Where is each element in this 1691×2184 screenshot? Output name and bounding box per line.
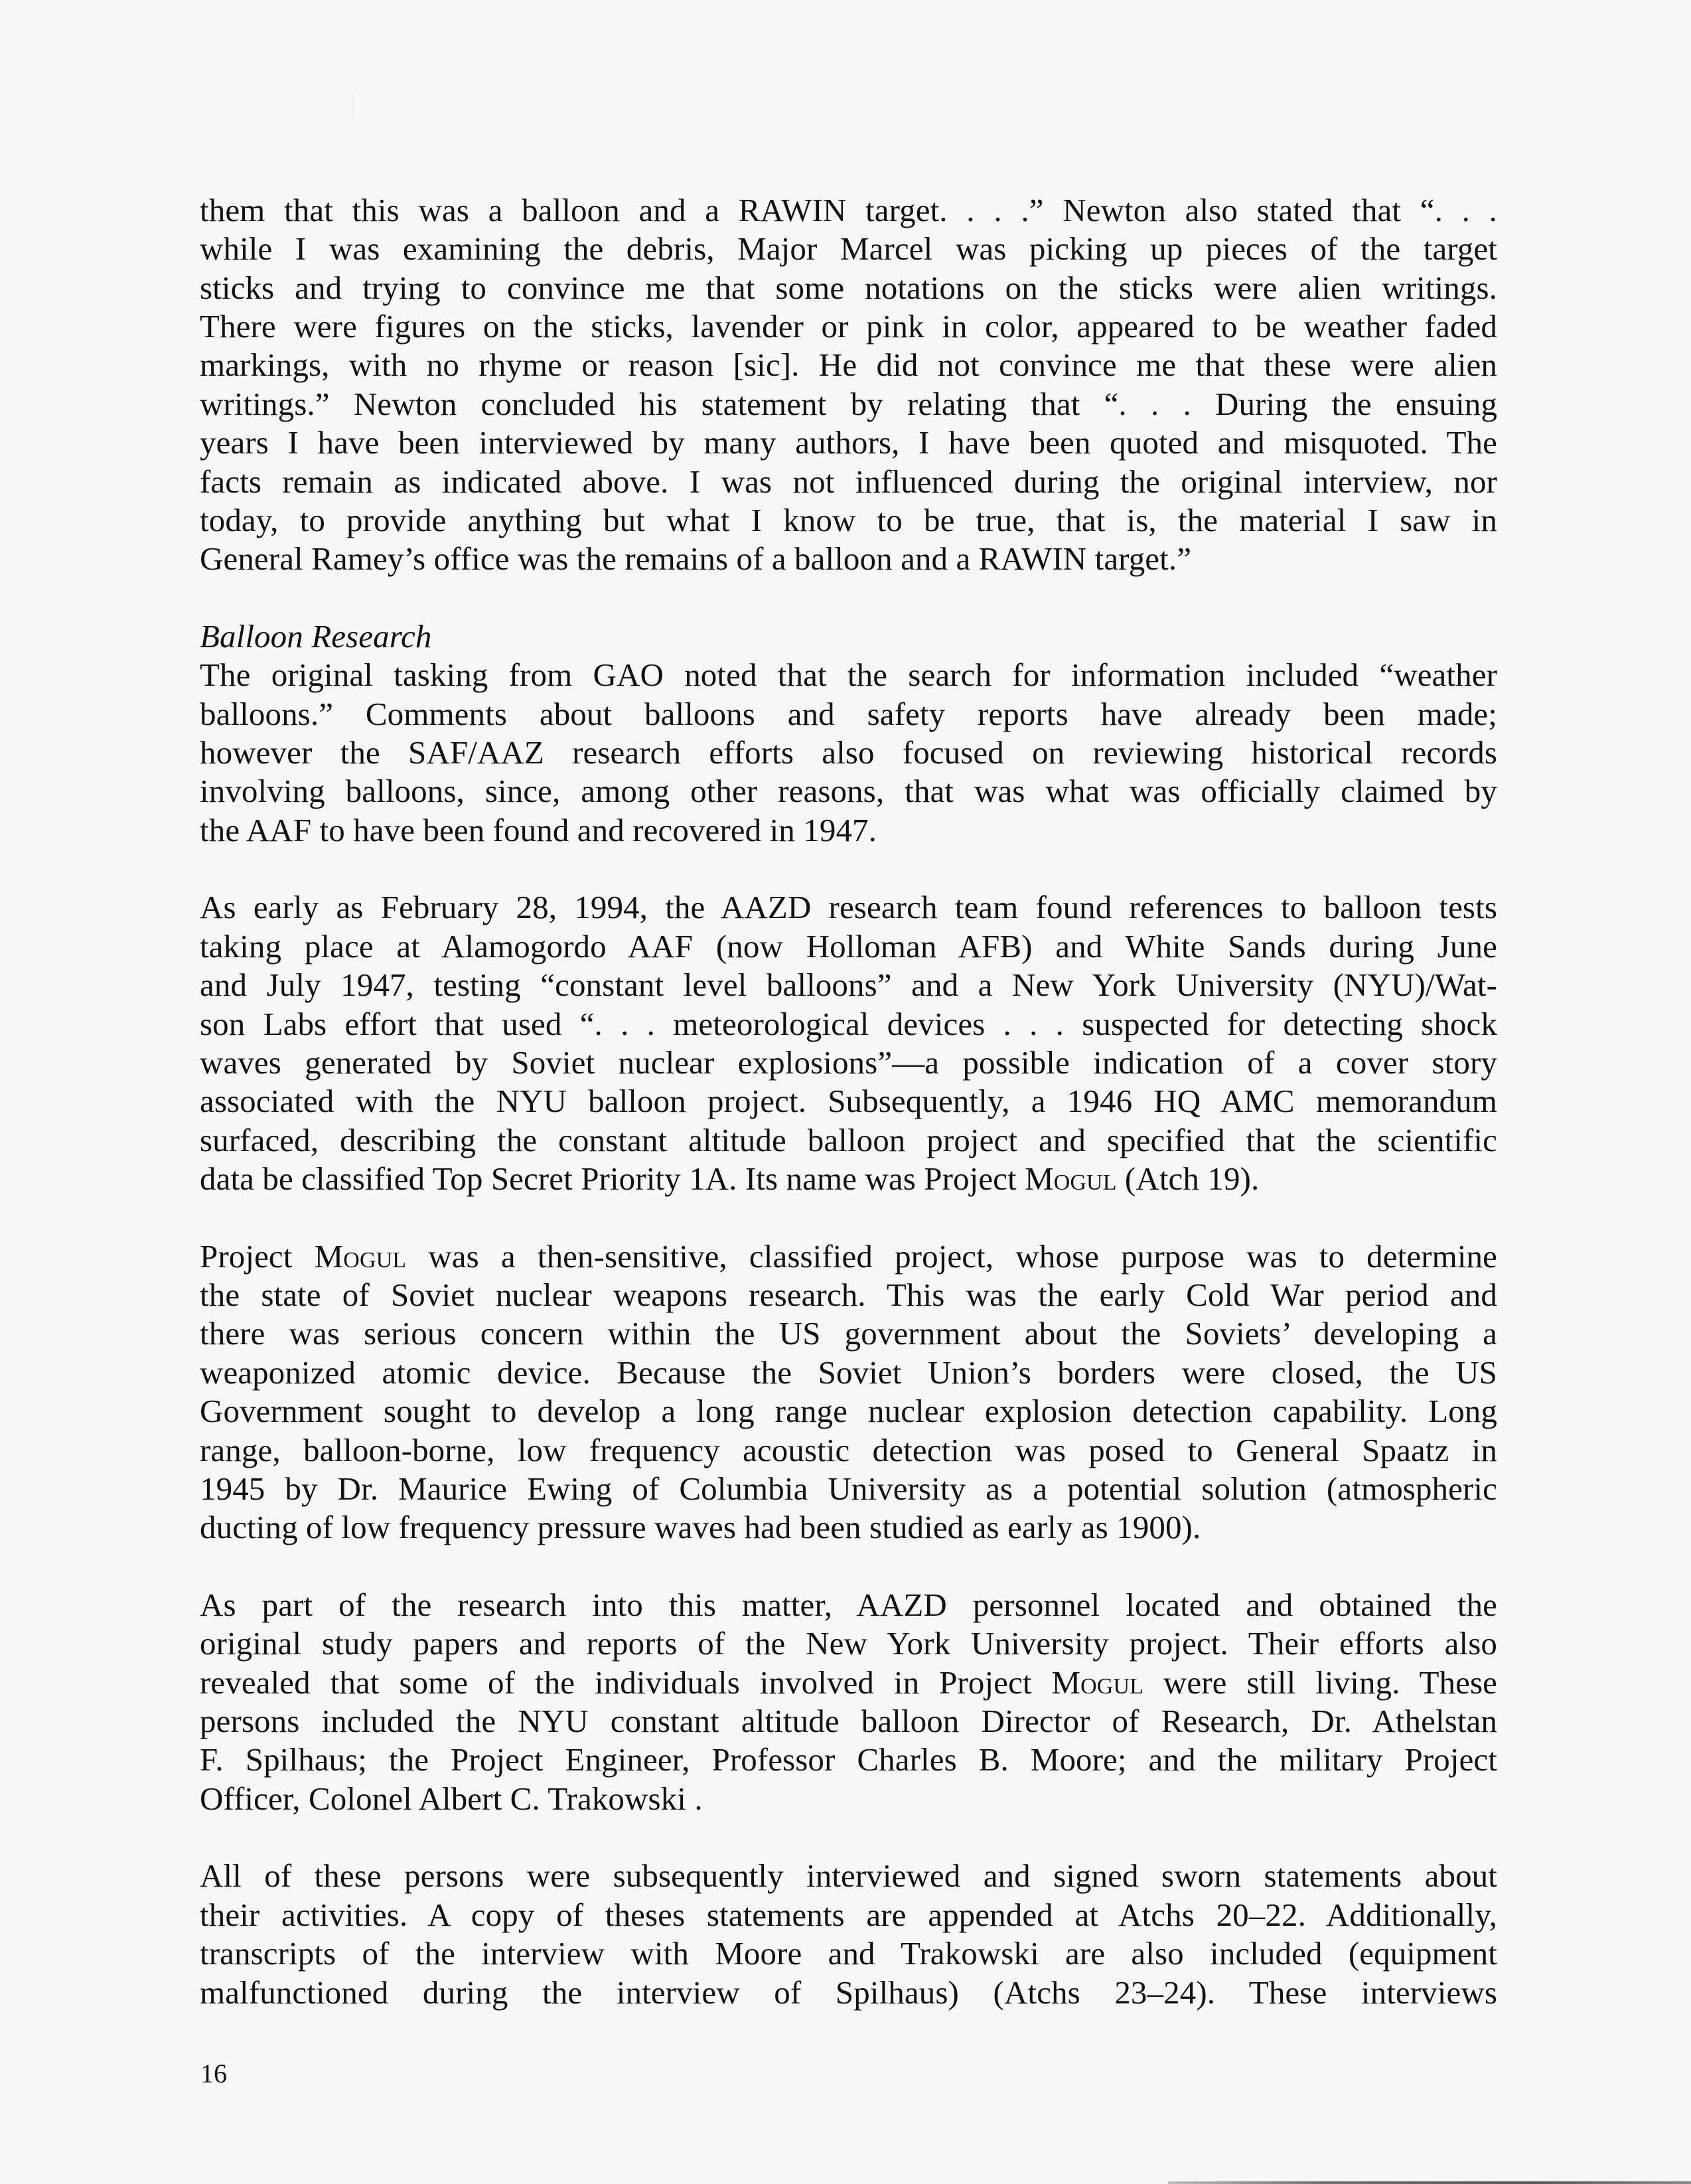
text-line: them that this was a balloon and a RAWIN target. . . .” Newton also stated that “. . . (200, 192, 1497, 228)
text-line: markings, with no rhyme or reason [sic]. He did not convince me that these were alien (200, 347, 1497, 384)
text-line: weaponized atomic device. Because the Soviet Union’s borders were closed, the US (200, 1354, 1497, 1391)
text-line: balloons.” Comments about balloons and safety reports have already been made; (200, 695, 1497, 732)
paragraph-gap (200, 850, 1497, 888)
paragraph-early-references (200, 888, 1497, 1198)
text-line: waves generated by Soviet nuclear explosions”—a possible indication of a cover story (200, 1044, 1497, 1081)
text-line: the AAF to have been found and recovered in 1947. (200, 811, 877, 848)
paragraph-gap (200, 1547, 1497, 1586)
text-line: F. Spilhaus; the Project Engineer, Professor Charles B. Moore; and the military Project (200, 1741, 1497, 1778)
text-line: As early as February 28, 1994, the AAZD research team found references to balloon tests (200, 889, 1497, 926)
text-line: and July 1947, testing “constant level balloons” and a New York University (NYU)/Wat- (200, 967, 1497, 1004)
text-line: today, to provide anything but what I know to be true, that is, the material I saw in (200, 501, 1497, 538)
text-line: General Ramey’s office was the remains of a balloon and a RAWIN target.” (200, 540, 1192, 578)
page-number: 16 (200, 2059, 227, 2088)
paragraph-gap (200, 1198, 1497, 1237)
text-line: malfunctioned during the interview of Spilhaus) (Atchs 23–24). These interviews (200, 1974, 1497, 2011)
text-line: As part of the research into this matter, AAZD personnel located and obtained the (200, 1586, 1497, 1623)
body-text (200, 191, 1497, 2012)
text-line: son Labs effort that used “. . . meteorological devices . . . suspected for detecting shock (200, 1005, 1497, 1042)
text-line: involving balloons, since, among other reasons, that was what was officially claimed by (200, 773, 1497, 810)
text-line: data be classified Top Secret Priority 1A. Its name was Project Mogul (Atch 19). (200, 1160, 1260, 1197)
text-line: Government sought to develop a long range nuclear explosion detection capability. Long (200, 1393, 1497, 1430)
text-line: original study papers and reports of the New York University project. Their efforts also (200, 1625, 1497, 1662)
text-line: revealed that some of the individuals involved in Project Mogul were still living. These (200, 1664, 1498, 1701)
text-line: ducting of low frequency pressure waves had been studied as early as 1900). (200, 1509, 1201, 1546)
text-line: taking place at Alamogordo AAF (now Holloman AFB) and White Sands during June (200, 927, 1497, 965)
paragraph-project-mogul (200, 1237, 1497, 1547)
paragraph-sworn-statements (200, 1857, 1497, 2011)
paragraph-aazd-research (200, 1586, 1497, 1818)
text-line: transcripts of the interview with Moore and Trakowski are also included (equipment (200, 1935, 1497, 1972)
scan-mark (353, 93, 354, 119)
text-line: persons included the NYU constant altitude balloon Director of Research, Dr. Athelstan (200, 1703, 1497, 1740)
scan-edge-artifact (1168, 2181, 1691, 2184)
text-line: sticks and trying to convince me that some notations on the sticks were alien writings. (200, 269, 1497, 306)
project-name-smallcaps: Mogul (1025, 1160, 1117, 1197)
text-line: while I was examining the debris, Major Marcel was picking up pieces of the target (200, 230, 1497, 268)
text-line: there was serious concern within the US government about the Soviets’ developing a (200, 1315, 1497, 1352)
text-line: the state of Soviet nuclear weapons research. This was the early Cold War period and (200, 1277, 1497, 1314)
paragraph-gap (200, 579, 1497, 617)
paragraph-newton-statement (200, 191, 1497, 579)
text-line: 1945 by Dr. Maurice Ewing of Columbia University as a potential solution (atmospheric (200, 1470, 1497, 1507)
text-line: The original tasking from GAO noted that the search for information included “weather (200, 657, 1497, 694)
text-line: their activities. A copy of theses statements are appended at Atchs 20–22. Additionally, (200, 1896, 1497, 1933)
text-line: writings.” Newton concluded his statement by relating that “. . . During the ensuing (200, 385, 1497, 422)
text-line: facts remain as indicated above. I was not influenced during the original interview, nor (200, 463, 1497, 500)
text-line: years I have been interviewed by many authors, I have been quoted and misquoted. The (200, 424, 1497, 461)
text-line: range, balloon-borne, low frequency acoustic detection was posed to General Spaatz in (200, 1431, 1497, 1468)
project-name-smallcaps: Mogul (314, 1237, 407, 1275)
project-name-smallcaps: Mogul (1051, 1664, 1143, 1701)
text-line: associated with the NYU balloon project. Subsequently, a 1946 HQ AMC memorandum (200, 1083, 1497, 1120)
text-line: however the SAF/AAZ research efforts also focused on reviewing historical records (200, 734, 1497, 771)
text-line: surfaced, describing the constant altitude balloon project and specified that the scientific (200, 1121, 1497, 1158)
text-line: Project Mogul was a then-sensitive, classified project, whose purpose was to determine (200, 1237, 1497, 1275)
text-line: Officer, Colonel Albert C. Trakowski . (200, 1780, 703, 1817)
section-heading: Balloon Research (200, 617, 432, 655)
section-balloon-research (200, 617, 1497, 850)
text-line: All of these persons were subsequently interviewed and signed sworn statements about (200, 1857, 1497, 1895)
text-line: There were figures on the sticks, lavender or pink in color, appeared to be weather faded (200, 308, 1497, 345)
paragraph-gap (200, 1818, 1497, 1857)
